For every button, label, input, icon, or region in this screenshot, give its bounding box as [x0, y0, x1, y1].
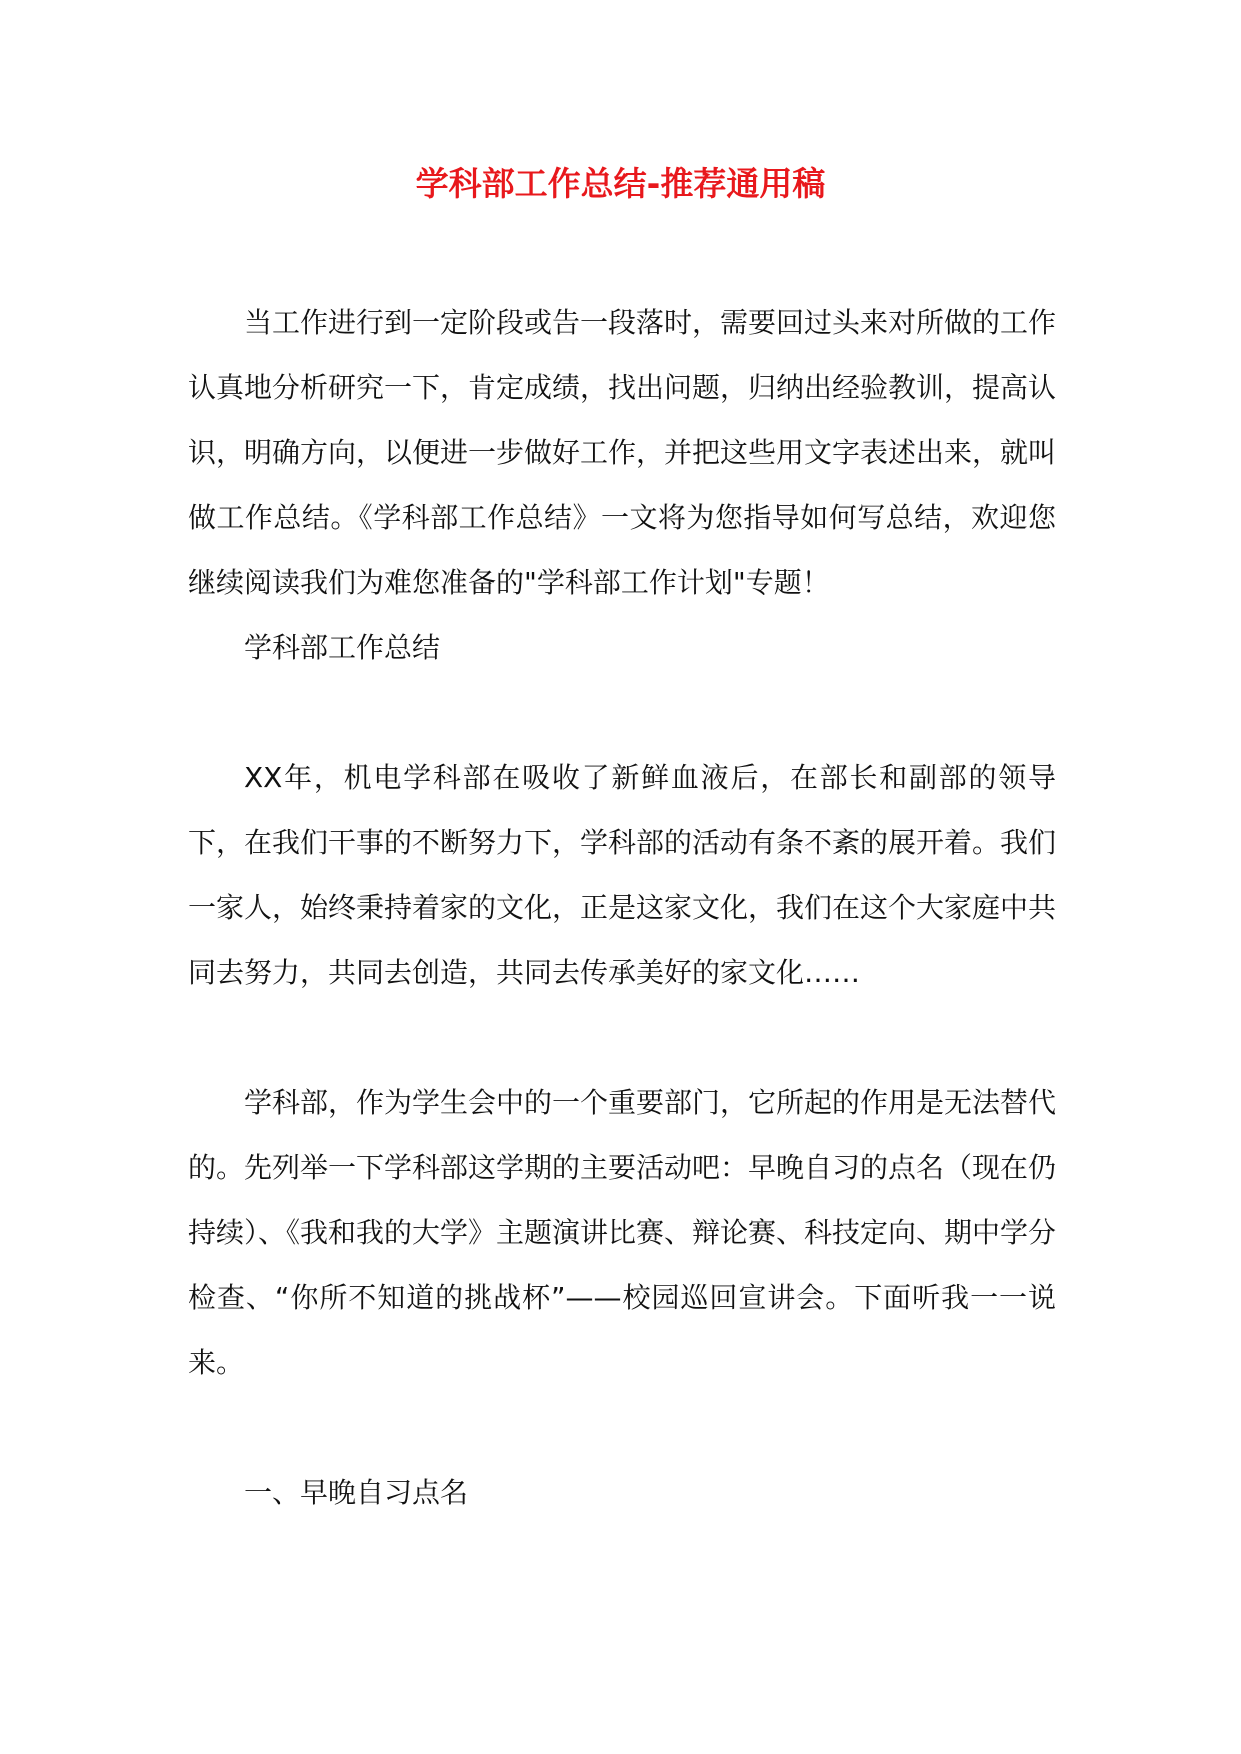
section-heading: 一、早晚自习点名 [244, 1476, 469, 1509]
document-body [188, 290, 1056, 1525]
intro-paragraph: 当工作进行到一定阶段或告一段落时，需要回过头来对所做的工作认真地分析研究一下，肯定成绩，找出问题，归纳出经验教训，提高认识，明确方向，以便进一步做好工作，并把这些用文字表述出来，就叫做工作总结。《学科部工作总结》一文将为您指导如何写总结，欢迎您继续阅读我们为难您准备的"学科部工作计划"专题！ [188, 306, 1057, 599]
document-title: 学科部工作总结-推荐通用稿 [415, 164, 826, 203]
section-subtitle: 学科部工作总结 [244, 631, 441, 664]
body-paragraph: XX年，机电学科部在吸收了新鲜血液后，在部长和副部的领导下，在我们干事的不断努力下，学科部的活动有条不紊的展开着。我们一家人，始终秉持着家的文化，正是这家文化，我们在这个大家庭中共同去努力，共同去创造，共同去传承美好的家文化…… [188, 761, 1057, 989]
body-paragraph: 学科部，作为学生会中的一个重要部门，它所起的作用是无法替代的。先列举一下学科部这学期的主要活动吧：早晚自习的点名（现在仍持续）、《我和我的大学》主题演讲比赛、辩论赛、科技定向、期中学分检查、“你所不知道的挑战杯”——校园巡回宣讲会。下面听我一一说来。 [188, 1086, 1057, 1379]
